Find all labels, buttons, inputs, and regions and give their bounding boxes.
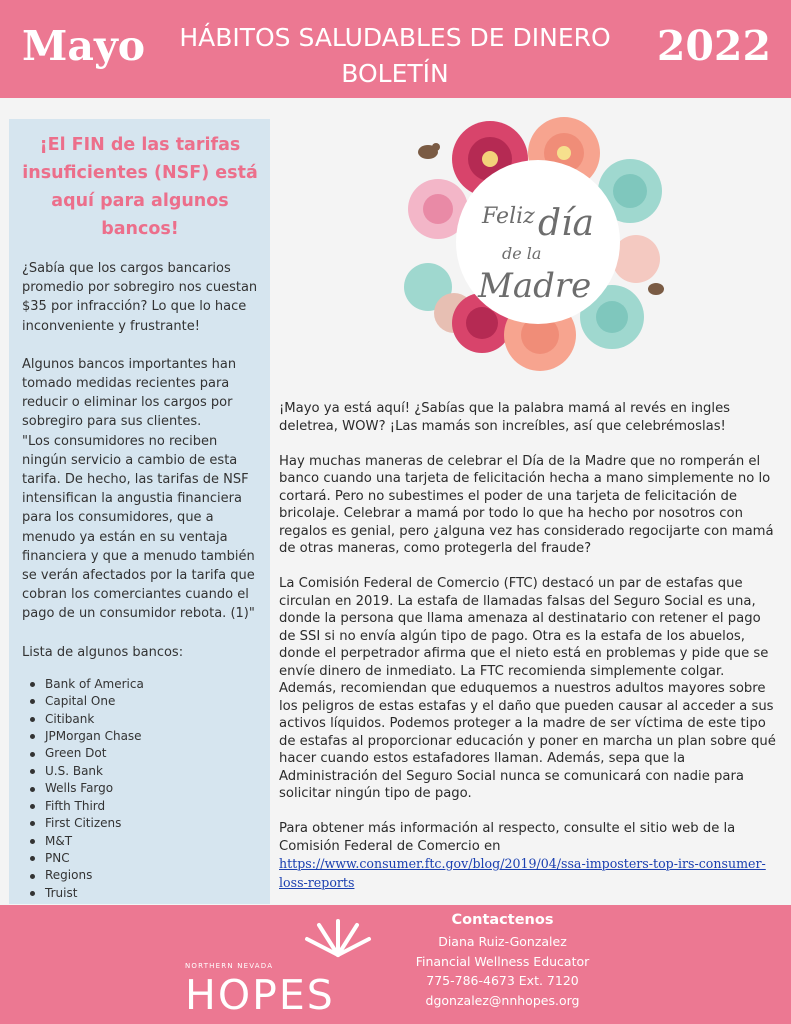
list-item: Capital One xyxy=(30,693,258,710)
list-item: Citibank xyxy=(30,711,258,728)
bullet-icon xyxy=(30,787,35,792)
logo-org-small: NORTHERN NEVADA xyxy=(185,962,274,970)
wreath-text-de-la: de la xyxy=(502,244,542,263)
bullet-icon xyxy=(30,804,35,809)
newsletter-footer xyxy=(0,905,791,1024)
main-article xyxy=(279,400,779,910)
wreath-text-dia: día xyxy=(538,203,595,244)
bullet-icon xyxy=(30,821,35,826)
list-item: Fifth Third xyxy=(30,798,258,815)
nnhopes-logo xyxy=(185,915,375,1019)
contact-block xyxy=(400,912,605,1010)
header-year: 2022 xyxy=(656,22,771,70)
bullet-icon xyxy=(30,874,35,879)
bullet-icon xyxy=(30,856,35,861)
bird-icon xyxy=(648,283,664,295)
list-item: First Citizens xyxy=(30,815,258,832)
list-item: U.S. Bank xyxy=(30,763,258,780)
bullet-icon xyxy=(30,699,35,704)
ftc-link[interactable]: https://www.consumer.ftc.gov/blog/2019/04/ssa-imposters-top-irs-consumer-loss-reports xyxy=(279,856,766,890)
sidebar-paragraph-1: ¿Sabía que los cargos bancarios promedio por sobregiro nos cuestan $35 por infracción? Lo que lo hace inconveniente y frustrante! xyxy=(22,261,258,334)
list-item: M&T xyxy=(30,833,258,850)
list-item: PNC xyxy=(30,850,258,867)
sunburst-icon xyxy=(303,915,373,959)
mothers-day-wreath-image xyxy=(398,117,680,387)
article-paragraph-4 xyxy=(279,820,779,892)
contact-name: Diana Ruiz-Gonzalez xyxy=(438,934,567,949)
bullet-icon xyxy=(30,752,35,757)
contact-heading: Contactenos xyxy=(451,912,554,928)
wreath-text-madre: Madre xyxy=(478,266,592,306)
logo-org-big: HOPES xyxy=(185,971,335,1019)
sidebar-heading: ¡El FIN de las tarifas insuficientes (NSF) está aquí para algunos bancos! xyxy=(22,135,258,239)
list-item: Truist xyxy=(30,885,258,902)
list-item: Bank of America xyxy=(30,676,258,693)
newsletter-title xyxy=(160,20,630,92)
article-paragraph-3: La Comisión Federal de Comercio (FTC) destacó un par de estafas que circulan en 2019. La estafa de llamadas falsas del Seguro Social es una, donde la persona que llama amenaza al destinatario con retener el pago de SSI si no envía algún tipo de pago. Otra es la estafa de los abuelos, donde el perpetrador afirma que el nieto está en problemas y pide que se envíe dinero de inmediato. La FTC recomienda simplemente colgar. Además, recomiendan que eduquemos a nuestros adultos mayores sobre los peligros de estas estafas y el daño que pueden causar al acceder a sus activos líquidos. Podemos proteger a la madre de ser víctima de este tipo de estafas al proporcionar educación y poner en marcha un plan sobre qué hacer cuando estos estafadores llaman. Además, sepa que la Administración del Seguro Social nunca se comunicará con nadie para solicitar ningún tipo de pago. xyxy=(279,576,776,801)
more-info-text: Para obtener más información al respecto, consulte el sitio web de la Comisión Federal de Comercio en xyxy=(279,821,736,854)
sidebar-quote: "Los consumidores no reciben ningún servicio a cambio de esta tarifa. De hecho, las tarifas de NSF intensifican la angustia financiera para los consumidores, que a menudo ya están en su ventaja financiera y que a menudo también se verán afectados por la tarifa que cobran los comerciantes cuando el pago de un consumidor rebota. (1)" xyxy=(22,433,255,622)
article-paragraph-2: Hay muchas maneras de celebrar el Día de la Madre que no romperán el banco cuando una tarjeta de felicitación hecha a mano simplemente no lo cortará. Pero no subestimes el poder de una tarjeta de felicitación de bricolaje. Celebrar a mamá por todo lo que ha hecho por nosotros con regalos es genial, pero ¿alguna vez has considerado regocijarte con mamá de otras maneras, como protegerla del fraude? xyxy=(279,453,774,556)
title-line-2: BOLETÍN xyxy=(341,59,449,88)
bird-icon xyxy=(418,143,440,159)
contact-email[interactable]: dgonzalez@nnhopes.org xyxy=(425,992,580,1008)
article-paragraph-1: ¡Mayo ya está aquí! ¿Sabías que la palabra mamá al revés en ingles deletrea, WOW? ¡Las mamás son increíbles, así que celebrémoslas! xyxy=(279,401,731,434)
contact-phone: 775-786-4673 Ext. 7120 xyxy=(426,973,579,988)
nsf-sidebar xyxy=(9,119,270,904)
contact-role: Financial Wellness Educator xyxy=(415,953,590,969)
list-item: Regions xyxy=(30,867,258,884)
header-month: Mayo xyxy=(22,22,146,70)
bank-list-label: Lista de algunos bancos: xyxy=(22,644,184,660)
bullet-icon xyxy=(30,891,35,896)
bullet-icon xyxy=(30,717,35,722)
newsletter-header xyxy=(0,0,791,98)
bullet-icon xyxy=(30,734,35,739)
list-item: Green Dot xyxy=(30,745,258,762)
list-item: Wells Fargo xyxy=(30,780,258,797)
bullet-icon xyxy=(30,682,35,687)
list-item: JPMorgan Chase xyxy=(30,728,258,745)
bullet-icon xyxy=(30,839,35,844)
title-line-1: HÁBITOS SALUDABLES DE DINERO xyxy=(179,23,611,52)
bank-list xyxy=(22,676,258,902)
bullet-icon xyxy=(30,769,35,774)
sidebar-paragraph-2: Algunos bancos importantes han tomado medidas recientes para reducir o eliminar los cargos por sobregiro para sus clientes. xyxy=(22,356,237,430)
wreath-text-feliz: Feliz xyxy=(482,204,535,229)
